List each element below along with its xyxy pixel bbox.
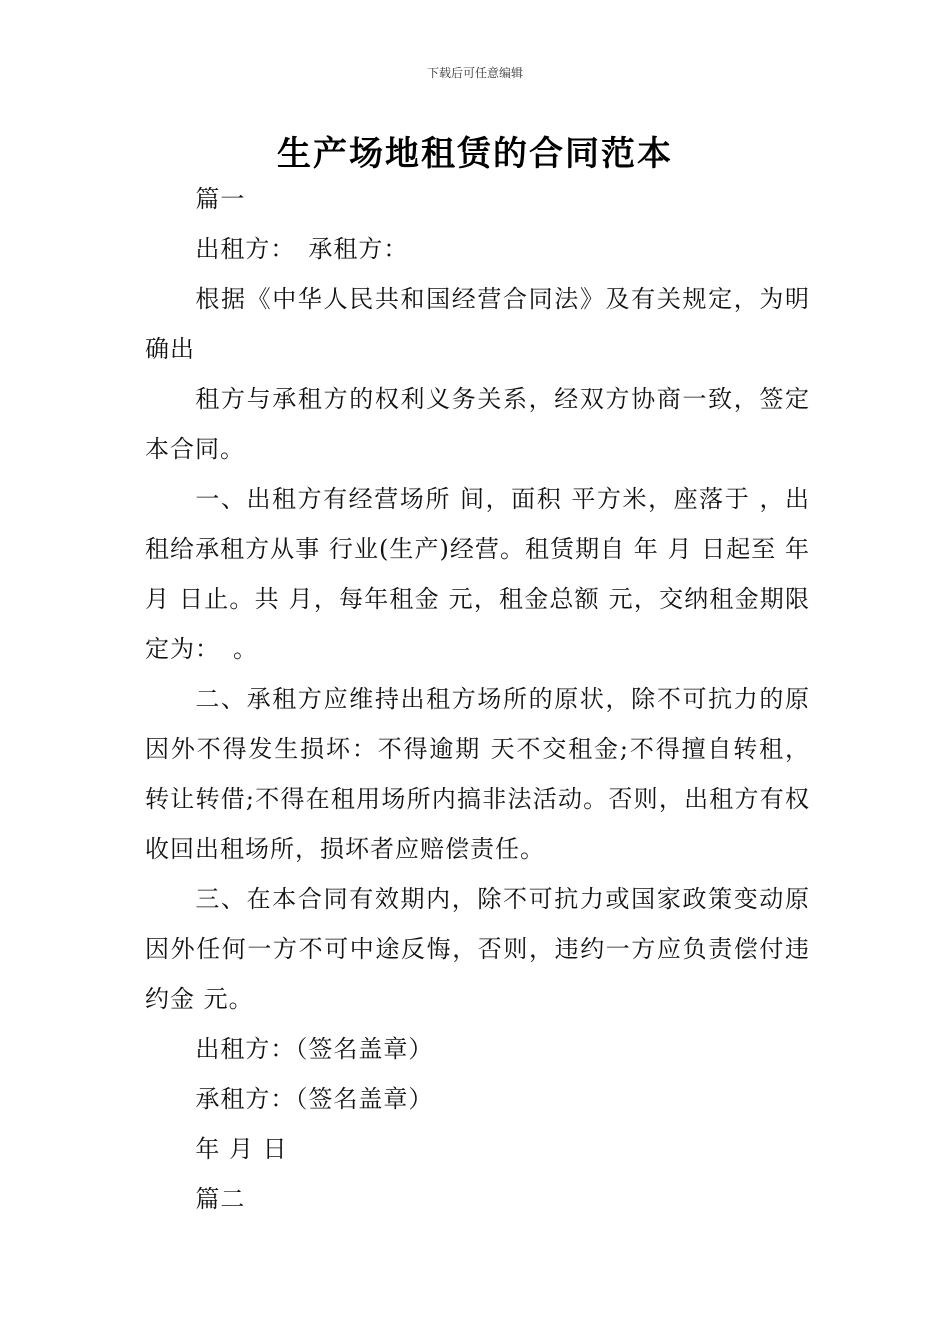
clause-three-paragraph: 三、在本合同有效期内，除不可抗力或国家政策变动原因外任何一方不可中途反悔，否则，违约一方应负责偿付违约金 元。 bbox=[145, 885, 810, 1013]
section-heading-part-one: 篇一 bbox=[195, 185, 246, 213]
preamble-paragraph: 根据《中华人民共和国经营合同法》及有关规定，为明确出 bbox=[145, 285, 810, 363]
parties-line: 出租方： 承租方： bbox=[195, 235, 409, 263]
lessor-signature-line: 出租方：（签名盖章） bbox=[195, 1035, 434, 1063]
document-title: 生产场地租赁的合同范本 bbox=[277, 134, 673, 174]
header-note: 下载后可任意编辑 bbox=[426, 66, 523, 80]
lessee-signature-line: 承租方：（签名盖章） bbox=[195, 1085, 434, 1113]
document-body bbox=[145, 174, 810, 1224]
clause-one-paragraph: 一、出租方有经营场所 间，面积 平方米，座落于 ，出租给承租方从事 行业(生产)经营。租赁期自 年 月 日起至 年 月 日止。共 月，每年租金 元，租金总额 元，交纳租金期限定为： 。 bbox=[145, 485, 810, 663]
section-heading-part-two: 篇二 bbox=[195, 1185, 246, 1213]
date-line: 年 月 日 bbox=[195, 1135, 288, 1163]
preamble-continuation-paragraph: 租方与承租方的权利义务关系，经双方协商一致，签定本合同。 bbox=[145, 385, 810, 463]
clause-two-paragraph: 二、承租方应维持出租方场所的原状，除不可抗力的原因外不得发生损坏：不得逾期 天不交租金;不得擅自转租，转让转借;不得在租用场所内搞非法活动。否则，出租方有权收回出租场所，损坏者应赔偿责任。 bbox=[145, 685, 810, 863]
